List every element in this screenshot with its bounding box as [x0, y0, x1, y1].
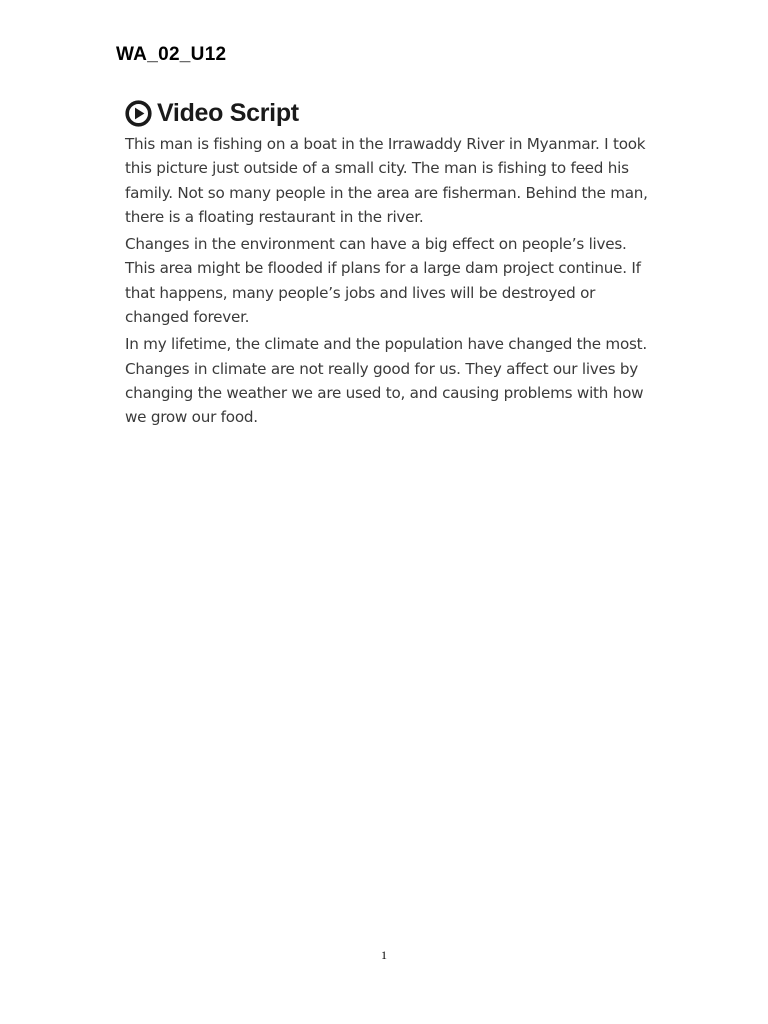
video-script-title: Video Script — [157, 98, 299, 127]
script-paragraph-3: In my lifetime, the climate and the population have changed the most. Changes in climate are not really good for us. They affect our lives by changing the weather we are used to, and causing problems with how we grow our food. — [125, 335, 647, 427]
script-paragraph-2: Changes in the environment can have a big effect on people’s lives. This area might be flooded if plans for a large dam project continue. If that happens, many people’s jobs and lives will be destroyed or changed forever. — [125, 235, 641, 327]
script-paragraph-1: This man is fishing on a boat in the Irrawaddy River in Myanmar. I took this picture just outside of a small city. The man is fishing to feed his family. Not so many people in the area are fisherman. Behind the man, there is a floating restaurant in the river. — [125, 135, 648, 226]
video-script-section — [125, 98, 655, 433]
document-code: WA_02_U12 — [116, 44, 227, 65]
video-script-heading — [125, 98, 655, 128]
play-circle-icon — [125, 100, 152, 127]
page-number: 1 — [381, 948, 387, 962]
